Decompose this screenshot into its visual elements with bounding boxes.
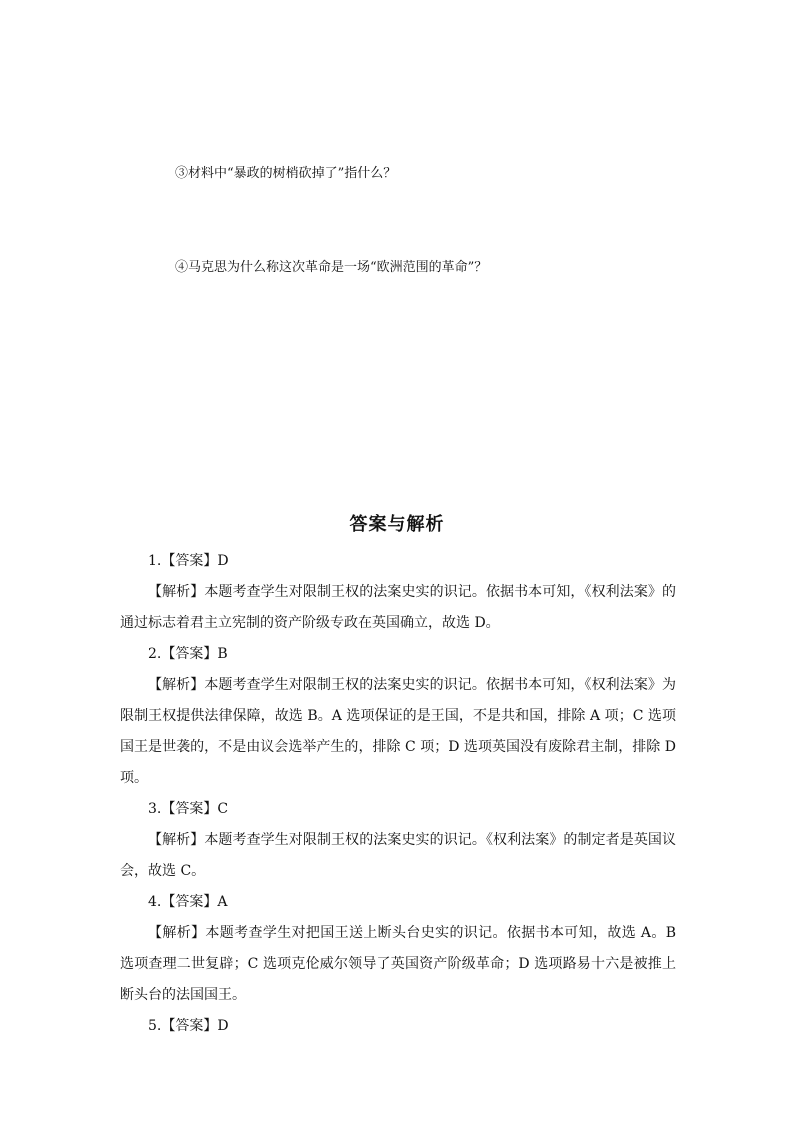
answer-1: 1.【答案】D [148,553,229,569]
explanation-3: 【解析】本题考查学生对限制王权的法案史实的识记。《权利法案》的制定者是英国议会，故选 C。 [120,832,676,879]
answer-2: 2.【答案】B [148,646,228,662]
answers-section [120,546,676,1042]
answer-5: 5.【答案】D [148,1018,229,1034]
question-3: ③材料中“暴政的树梢砍掉了”指什么？ [175,166,397,181]
answer-4: 4.【答案】A [148,894,228,910]
explanation-4: 【解析】本题考查学生对把国王送上断头台史实的识记。依据书本可知，故选 A。B 选项查理二世复辟；C 选项克伦威尔领导了英国资产阶级革命；D 选项路易十六是被推上断头台的法国国王。 [120,925,676,1003]
question-4: ④马克思为什么称这次革命是一场“欧洲范围的革命”？ [175,260,488,275]
answer-3: 3.【答案】C [148,801,229,817]
explanation-2: 【解析】本题考查学生对限制王权的法案史实的识记。依据书本可知，《权利法案》为限制王权提供法律保障，故选 B。A 选项保证的是王国，不是共和国，排除 A 项；C 选项国王是世袭的，不是由议会选举产生的，排除 C 项；D 选项英国没有废除君主制，排除 D 项。 [120,677,676,786]
explanation-1: 【解析】本题考查学生对限制王权的法案史实的识记。依据书本可知，《权利法案》的通过标志着君主立宪制的资产阶级专政在英国确立，故选 D。 [120,584,676,631]
answers-heading: 答案与解析 [349,514,445,535]
